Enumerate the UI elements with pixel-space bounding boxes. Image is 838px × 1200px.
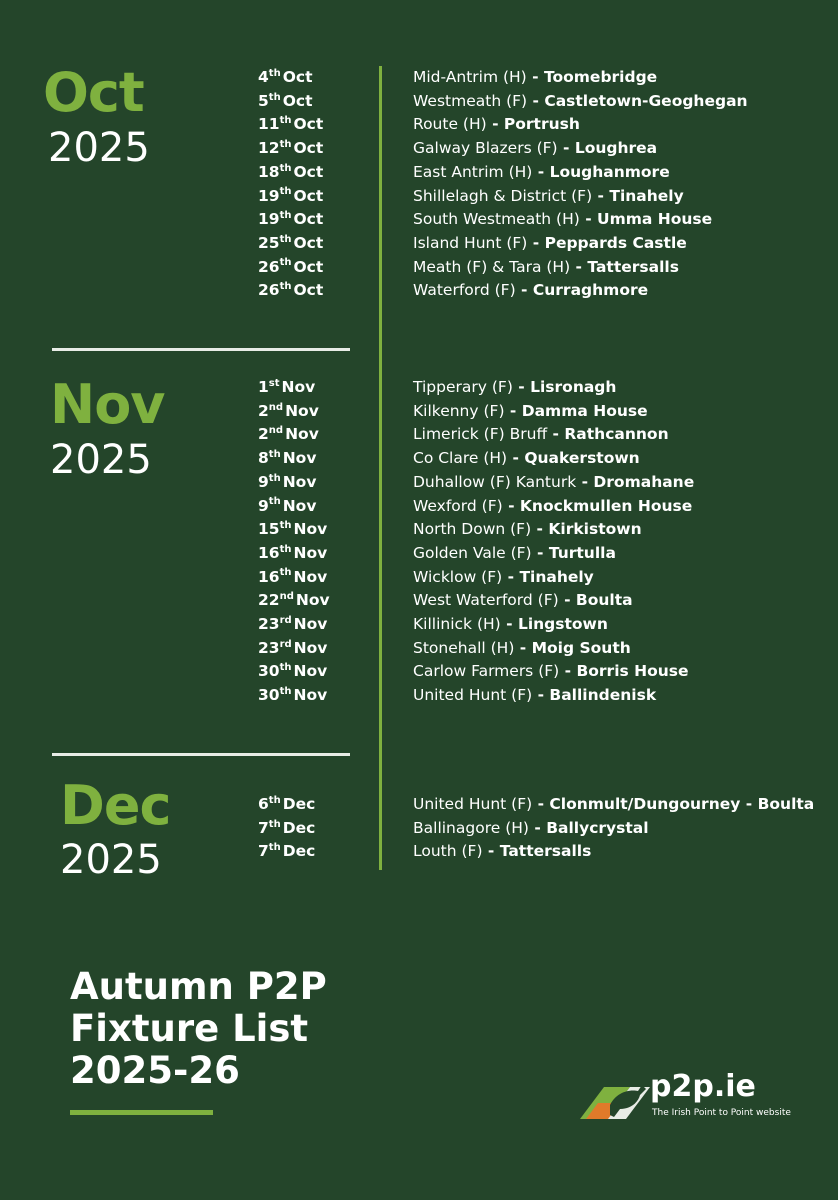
fixture-separator: - — [528, 818, 547, 837]
fixture-separator: - — [486, 115, 504, 134]
fixture-day: 18 — [258, 162, 280, 181]
fixture-venue-name: Clonmult/Dungourney - Boulta — [549, 795, 815, 813]
fixture-venue — [502, 568, 594, 586]
fixture-venue — [527, 234, 686, 252]
fixture-separator: - — [504, 401, 522, 420]
fixture-day-suffix: rd — [279, 638, 292, 650]
fixture-month: Nov — [285, 425, 319, 444]
fixture-row — [0, 447, 838, 470]
fixture-venue-name: Damma House — [521, 401, 648, 420]
fixture-venue — [487, 115, 580, 133]
fixture-row — [0, 256, 838, 279]
fixture-month: Nov — [295, 591, 330, 610]
fixture-details — [413, 542, 616, 565]
fixture-details — [413, 840, 591, 863]
fixture-date — [258, 279, 323, 302]
fixture-row — [0, 589, 838, 612]
title-line-3: 2025-26 — [70, 1049, 240, 1092]
fixture-month: Oct — [293, 115, 324, 134]
fixture-hunt: North Down (F) — [413, 520, 532, 539]
fixture-hunt: East Antrim (H) — [413, 162, 533, 181]
fixture-venue-name: Umma House — [597, 210, 713, 229]
fixture-details — [413, 495, 692, 518]
fixture-day: 19 — [258, 186, 280, 205]
fixture-hunt: United Hunt (F) — [413, 686, 533, 705]
fixture-day: 25 — [258, 233, 280, 252]
fixture-day: 26 — [258, 257, 280, 276]
fixture-venue — [505, 402, 648, 420]
fixture-row — [0, 113, 838, 136]
fixture-date — [258, 423, 319, 446]
fixture-hunt: Galway Blazers (F) — [413, 139, 558, 158]
fixture-day: 2 — [258, 425, 269, 444]
year-label-nov: 2025 — [50, 437, 152, 483]
fixture-separator: - — [559, 662, 577, 681]
fixture-venue — [501, 615, 608, 633]
fixture-venue-name: Lingstown — [517, 615, 608, 633]
fixture-row — [0, 637, 838, 660]
fixture-row — [0, 471, 838, 494]
fixture-day-suffix: nd — [268, 425, 284, 437]
fixture-venue — [507, 449, 640, 467]
fixture-hunt: Mid-Antrim (H) — [413, 68, 527, 86]
fixture-details — [413, 90, 748, 113]
fixture-day-suffix: th — [268, 448, 281, 460]
fixture-day-suffix: th — [279, 233, 292, 245]
fixture-day: 8 — [258, 449, 269, 468]
section-divider — [52, 753, 350, 756]
fixture-month: Dec — [282, 795, 316, 813]
fixture-day-suffix: th — [279, 520, 292, 532]
fixture-hunt: Duhallow (F) Kanturk — [413, 472, 577, 491]
fixture-day: 9 — [258, 496, 269, 515]
fixture-venue — [532, 686, 656, 704]
fixture-venue — [527, 92, 748, 110]
fixture-day: 7 — [258, 818, 269, 837]
page-title — [70, 966, 327, 1092]
fixture-venue-name: Borris House — [576, 662, 689, 681]
fixture-day-suffix: th — [279, 567, 292, 579]
fixture-venue — [532, 795, 814, 813]
fixture-hunt: Kilkenny (F) — [413, 401, 505, 420]
fixture-date — [258, 793, 315, 816]
fixture-separator: - — [502, 567, 520, 586]
fixture-day-suffix: st — [268, 377, 280, 389]
fixture-day: 26 — [258, 281, 280, 300]
fixture-separator: - — [514, 638, 532, 657]
fixture-month: Oct — [282, 68, 313, 86]
fixture-date — [258, 518, 327, 541]
fixture-venue-name: Castletown-Geoghegan — [544, 91, 748, 110]
fixture-date — [258, 495, 316, 518]
fixture-date — [258, 637, 327, 660]
fixture-day-suffix: nd — [279, 591, 294, 603]
fixture-separator: - — [576, 472, 594, 491]
fixture-row — [0, 684, 838, 707]
fixture-separator: - — [531, 543, 549, 562]
fixture-separator: - — [532, 795, 550, 813]
fixture-date — [258, 840, 315, 863]
fixture-separator: - — [507, 449, 525, 468]
month-label-dec: Dec — [60, 774, 171, 837]
fixture-day-suffix: th — [268, 794, 281, 806]
fixture-month: Nov — [293, 543, 328, 562]
fixture-details — [413, 208, 712, 231]
fixture-venue-name: Loughrea — [574, 139, 658, 158]
fixture-day: 1 — [258, 378, 269, 396]
fixture-hunt: Shillelagh & District (F) — [413, 186, 593, 205]
fixture-venue — [531, 520, 641, 538]
fixture-day: 19 — [258, 210, 280, 229]
fixture-row — [0, 613, 838, 636]
fixture-day-suffix: nd — [268, 401, 284, 413]
fixture-details — [413, 613, 608, 636]
fixture-day-suffix: th — [268, 842, 281, 854]
fixture-details — [413, 113, 580, 136]
fixture-date — [258, 447, 316, 470]
fixture-details — [413, 817, 649, 840]
fixture-month: Nov — [293, 567, 328, 586]
section-divider — [52, 348, 350, 351]
fixture-venue-name: Curraghmore — [532, 281, 649, 300]
fixture-venue-name: Tattersalls — [499, 842, 592, 861]
year-label-oct: 2025 — [48, 125, 150, 171]
fixture-date — [258, 256, 323, 279]
month-label-nov: Nov — [50, 373, 165, 436]
fixture-day-suffix: th — [279, 138, 292, 150]
fixture-venue-name: Dromahane — [593, 472, 695, 491]
fixture-venue-name: Quakerstown — [524, 449, 640, 468]
fixture-details — [413, 137, 657, 160]
fixture-venue — [529, 819, 649, 837]
brand-name: p2p.ie — [650, 1069, 756, 1104]
fixture-venue-name: Tinahely — [519, 567, 594, 586]
fixture-month: Nov — [293, 638, 328, 657]
fixture-month: Nov — [282, 472, 317, 491]
fixture-day-suffix: th — [279, 662, 292, 674]
fixture-day: 30 — [258, 686, 280, 705]
fixture-hunt: Killinick (H) — [413, 615, 501, 633]
fixture-row — [0, 232, 838, 255]
fixture-day: 23 — [258, 615, 280, 633]
fixture-details — [413, 684, 656, 707]
fixture-month: Oct — [293, 210, 324, 229]
fixture-venue — [559, 591, 633, 609]
fixture-hunt: Wexford (F) — [413, 496, 503, 515]
fixture-month: Nov — [282, 496, 317, 515]
fixture-day: 2 — [258, 401, 269, 420]
fixture-row — [0, 566, 838, 589]
fixture-row — [0, 66, 838, 89]
fixture-row — [0, 817, 838, 840]
fixture-date — [258, 613, 327, 636]
fixture-month: Oct — [293, 162, 324, 181]
month-label-oct: Oct — [43, 61, 144, 124]
fixture-date — [258, 90, 312, 113]
fixture-venue-name: Turtulla — [548, 543, 616, 562]
fixture-hunt: Limerick (F) Bruff — [413, 425, 548, 444]
fixture-hunt: Westmeath (F) — [413, 91, 528, 110]
fixture-day-suffix: th — [268, 67, 281, 79]
fixture-month: Oct — [293, 257, 324, 276]
fixture-day: 15 — [258, 520, 280, 539]
fixture-date — [258, 684, 327, 707]
fixture-venue-name: Lisronagh — [530, 378, 617, 396]
fixture-date — [258, 660, 327, 683]
fixture-row — [0, 208, 838, 231]
fixture-row — [0, 518, 838, 541]
fixture-month: Dec — [282, 842, 316, 861]
fixture-month: Nov — [293, 686, 328, 705]
fixture-venue-name: Toomebridge — [543, 68, 658, 86]
fixture-day-suffix: th — [279, 115, 292, 127]
fixture-row — [0, 793, 838, 816]
fixture-day-suffix: th — [279, 685, 292, 697]
fixture-date — [258, 400, 319, 423]
fixture-month: Oct — [293, 139, 324, 158]
fixture-venue-name: Ballycrystal — [546, 818, 649, 837]
fixture-month: Dec — [282, 818, 316, 837]
fixture-day: 16 — [258, 543, 280, 562]
fixture-hunt: Louth (F) — [413, 842, 483, 861]
fixture-hunt: Co Clare (H) — [413, 449, 508, 468]
fixture-venue — [527, 68, 657, 86]
fixture-date — [258, 817, 315, 840]
fixture-row — [0, 90, 838, 113]
fixture-month: Oct — [293, 233, 324, 252]
fixture-separator: - — [500, 615, 518, 633]
fixture-date — [258, 589, 330, 612]
fixture-venue-name: Loughanmore — [549, 162, 670, 181]
fixture-details — [413, 185, 684, 208]
fixture-details — [413, 447, 640, 470]
fixture-row — [0, 376, 838, 399]
fixture-separator: - — [512, 378, 531, 396]
fixture-hunt: Carlow Farmers (F) — [413, 662, 560, 681]
fixture-separator: - — [570, 257, 588, 276]
fixture-separator: - — [527, 233, 545, 252]
fixture-venue — [532, 163, 669, 181]
fixture-date — [258, 161, 323, 184]
fixture-details — [413, 279, 648, 302]
fixture-details — [413, 400, 648, 423]
fixture-details — [413, 232, 687, 255]
fixture-hunt: Golden Vale (F) — [413, 543, 532, 562]
fixture-day-suffix: rd — [279, 614, 292, 626]
fixture-hunt: Route (H) — [413, 115, 487, 134]
fixture-venue — [559, 662, 688, 680]
fixture-details — [413, 793, 814, 816]
fixture-separator: - — [502, 496, 520, 515]
fixture-day: 9 — [258, 472, 269, 491]
fixture-row — [0, 660, 838, 683]
fixture-month: Nov — [281, 378, 316, 396]
fixture-month: Oct — [282, 91, 313, 110]
fixture-venue-name: Kirkistown — [548, 520, 642, 539]
fixture-date — [258, 566, 327, 589]
fixture-separator: - — [526, 68, 544, 86]
fixture-venue-name: Tattersalls — [587, 257, 679, 276]
fixture-hunt: United Hunt (F) — [413, 795, 533, 813]
fixture-venue — [503, 497, 693, 515]
fixture-venue — [532, 544, 616, 562]
fixture-date — [258, 113, 323, 136]
fixture-separator: - — [579, 210, 598, 229]
fixture-details — [413, 637, 631, 660]
fixture-details — [413, 518, 642, 541]
fixture-month: Nov — [285, 401, 319, 420]
fixture-row — [0, 542, 838, 565]
fixture-day: 7 — [258, 842, 269, 861]
fixture-venue — [592, 187, 684, 205]
fixture-venue — [514, 639, 630, 657]
fixture-day-suffix: th — [268, 472, 281, 484]
fixture-month: Nov — [293, 662, 328, 681]
fixture-date — [258, 208, 323, 231]
fixture-day-suffix: th — [279, 543, 292, 555]
fixture-row — [0, 137, 838, 160]
fixture-month: Nov — [282, 449, 317, 468]
fixture-venue — [516, 281, 648, 299]
fixture-month: Nov — [293, 520, 328, 539]
fixture-day-suffix: th — [279, 186, 292, 198]
fixture-separator: - — [527, 91, 545, 110]
fixture-separator: - — [547, 425, 565, 444]
fixture-date — [258, 542, 327, 565]
fixture-row — [0, 495, 838, 518]
fixture-hunt: Stonehall (H) — [413, 638, 515, 657]
fixture-hunt: Waterford (F) — [413, 281, 516, 300]
fixture-venue — [576, 473, 694, 491]
fixture-venue — [483, 842, 592, 860]
fixture-venue-name: Tinahely — [609, 186, 684, 205]
fixture-date — [258, 471, 316, 494]
year-label-dec: 2025 — [60, 837, 162, 883]
fixture-venue-name: Moig South — [531, 638, 631, 657]
fixture-separator: - — [515, 281, 533, 300]
fixture-venue — [570, 258, 679, 276]
fixture-day: 11 — [258, 115, 280, 134]
fixture-separator: - — [532, 162, 550, 181]
fixture-details — [413, 660, 689, 683]
fixture-day: 4 — [258, 68, 269, 86]
fixture-date — [258, 137, 323, 160]
fixture-details — [413, 161, 670, 184]
fixture-row — [0, 161, 838, 184]
fixture-details — [413, 256, 679, 279]
fixture-details — [413, 66, 657, 89]
title-line-1: Autumn P2P — [70, 965, 327, 1008]
fixture-day-suffix: th — [279, 257, 292, 269]
fixture-venue — [558, 139, 658, 157]
fixture-month: Oct — [293, 281, 324, 300]
fixture-separator: - — [531, 520, 549, 539]
fixture-date — [258, 66, 312, 89]
fixture-details — [413, 589, 633, 612]
fixture-separator: - — [532, 686, 550, 705]
fixture-date — [258, 185, 323, 208]
fixture-venue-name: Boulta — [575, 591, 633, 610]
fixture-hunt: Wicklow (F) — [413, 567, 503, 586]
fixture-day: 6 — [258, 795, 269, 813]
fixture-date — [258, 376, 315, 399]
fixture-hunt: West Waterford (F) — [413, 591, 559, 610]
fixture-day-suffix: th — [279, 210, 292, 222]
fixture-details — [413, 566, 594, 589]
fixture-day: 22 — [258, 591, 280, 610]
fixture-day-suffix: th — [268, 818, 281, 830]
fixture-hunt: South Westmeath (H) — [413, 210, 580, 229]
fixture-venue-name: Knockmullen House — [519, 496, 693, 515]
fixture-separator: - — [482, 842, 500, 861]
fixture-hunt: Island Hunt (F) — [413, 233, 528, 252]
fixture-day: 30 — [258, 662, 280, 681]
fixture-date — [258, 232, 323, 255]
fixture-month: Nov — [293, 615, 328, 633]
fixture-hunt: Meath (F) & Tara (H) — [413, 257, 571, 276]
fixture-day: 5 — [258, 91, 269, 110]
fixture-separator: - — [557, 139, 575, 158]
fixture-day-suffix: th — [279, 281, 292, 293]
fixture-day-suffix: th — [279, 162, 292, 174]
fixture-row — [0, 185, 838, 208]
fixture-venue-name: Portrush — [503, 115, 580, 134]
fixture-row — [0, 400, 838, 423]
fixture-venue — [580, 210, 712, 228]
fixture-separator: - — [558, 591, 576, 610]
fixture-venue — [513, 378, 617, 396]
fixture-separator: - — [592, 186, 610, 205]
fixture-row — [0, 840, 838, 863]
fixture-row — [0, 423, 838, 446]
fixture-venue — [547, 425, 668, 443]
fixture-venue-name: Rathcannon — [564, 425, 669, 444]
brand-tagline: The Irish Point to Point website — [652, 1108, 791, 1118]
fixture-details — [413, 376, 616, 399]
fixture-day: 16 — [258, 567, 280, 586]
fixture-day: 12 — [258, 139, 280, 158]
fixture-venue-name: Peppards Castle — [544, 233, 687, 252]
fixture-row — [0, 279, 838, 302]
fixture-hunt: Tipperary (F) — [413, 378, 513, 396]
fixture-month: Oct — [293, 186, 324, 205]
fixture-details — [413, 471, 694, 494]
fixture-day: 23 — [258, 638, 280, 657]
fixture-venue-name: Ballindenisk — [549, 686, 657, 705]
title-underline — [70, 1110, 213, 1115]
fixture-hunt: Ballinagore (H) — [413, 818, 529, 837]
title-line-2: Fixture List — [70, 1007, 309, 1050]
fixture-day-suffix: th — [268, 496, 281, 508]
fixture-details — [413, 423, 669, 446]
fixture-day-suffix: th — [268, 91, 281, 103]
